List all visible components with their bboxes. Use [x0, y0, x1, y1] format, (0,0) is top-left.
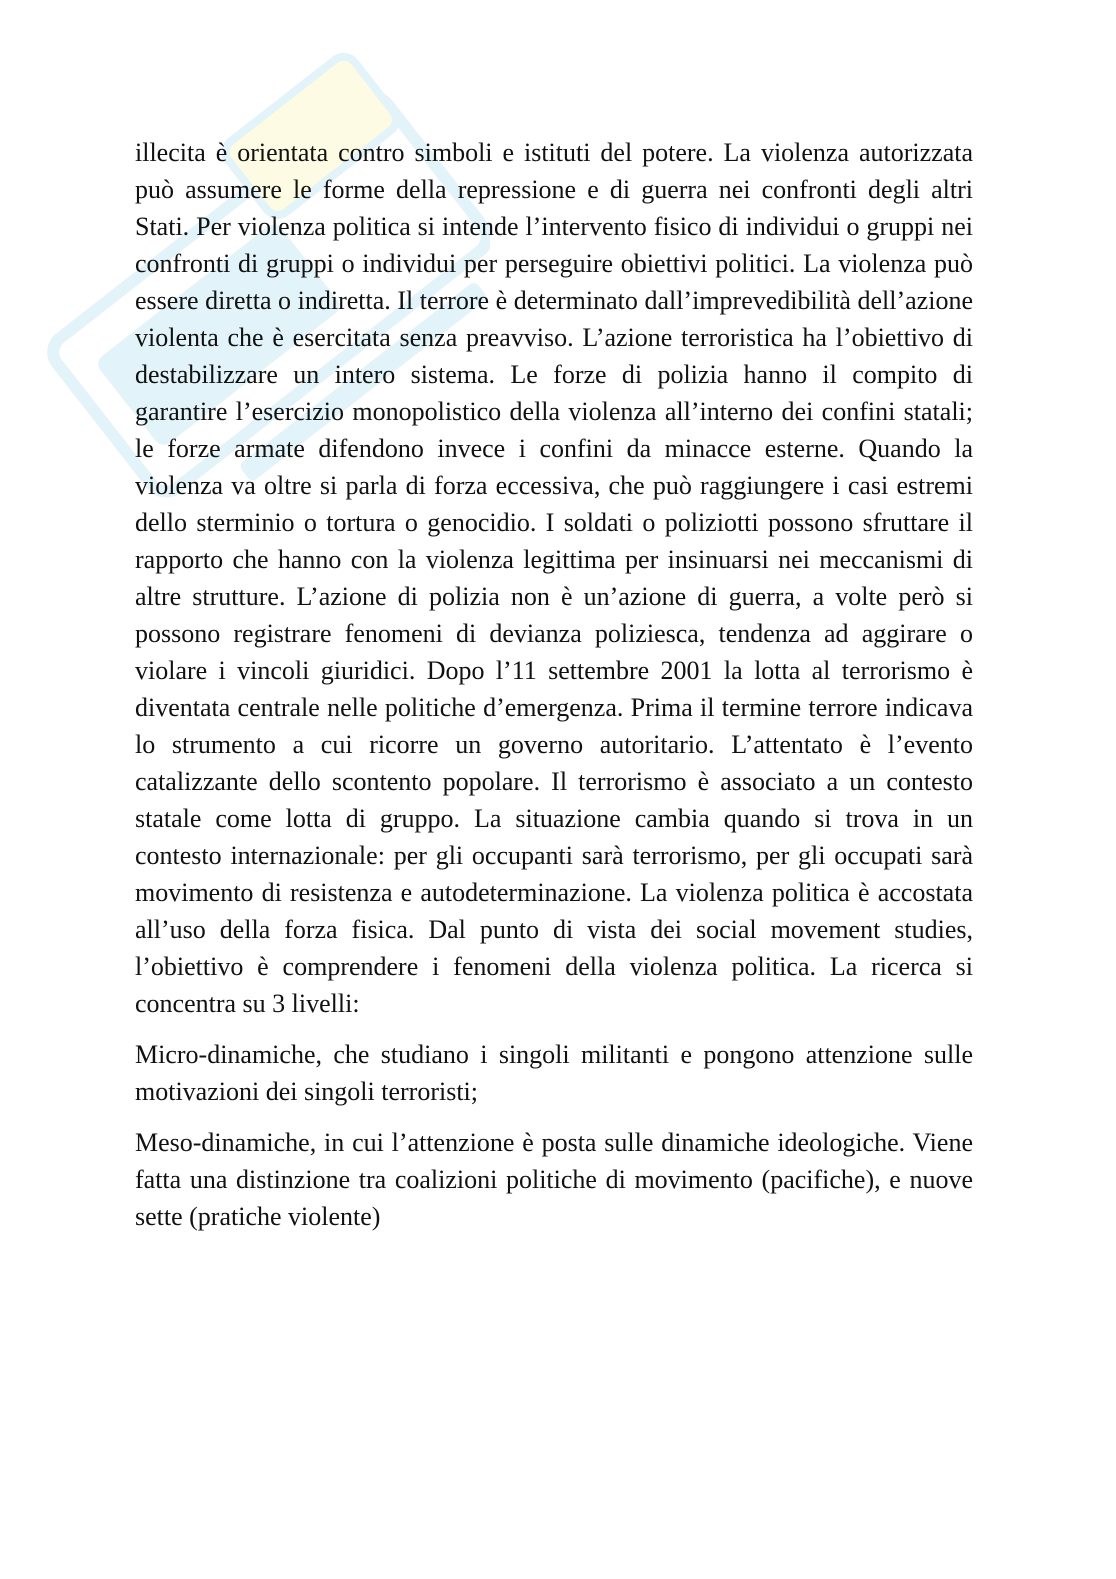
paragraph-micro-dynamics: Micro-dinamiche, che studiano i singoli militanti e pongono attenzione sulle motivazioni dei singoli terroristi;	[135, 1040, 973, 1106]
paragraph-main: illecita è orientata contro simboli e istituti del potere. La violenza autorizzata può assumere le forme della repressione e di guerra nei confronti degli altri Stati. Per violenza politica si intende l’intervento fisico di individui o gruppi nei confronti di gruppi o individui per perseguire obiettivi politici. La violenza può essere diretta o indiretta. Il terrore è determinato dall’imprevedibilità dell’azione violenta che è esercitata senza preavviso. L’azione terroristica ha l’obiettivo di destabilizzare un intero sistema. Le forze di polizia hanno il compito di garantire l’esercizio monopolistico della violenza all’interno dei confini statali; le forze armate difendono invece i confini da minacce esterne. Quando la violenza va oltre si parla di forza eccessiva, che può raggiungere i casi estremi dello sterminio o tortura o genocidio. I soldati o poliziotti possono sfruttare il rapporto che hanno con la violenza legittima per insinuarsi nei meccanismi di altre strutture. L’azione di polizia non è un’azione di guerra, a volte però si possono registrare fenomeni di devianza poliziesca, tendenza ad aggirare o violare i vincoli giuridici. Dopo l’11 settembre 2001 la lotta al terrorismo è diventata centrale nelle politiche d’emergenza. Prima il termine terrore indicava lo strumento a cui ricorre un governo autoritario. L’attentato è l’evento catalizzante dello scontento popolare. Il terrorismo è associato a un contesto statale come lotta di gruppo. La situazione cambia quando si trova in un contesto internazionale: per gli occupanti sarà terrorismo, per gli occupati sarà movimento di resistenza e autodeterminazione. La violenza politica è accostata all’uso della forza fisica. Dal punto di vista dei social movement studies, l’obiettivo è comprendere i fenomeni della violenza politica. La ricerca si concentra su 3 livelli:	[135, 138, 973, 1018]
paragraph-meso-dynamics: Meso-dinamiche, in cui l’attenzione è posta sulle dinamiche ideologiche. Viene fatta una distinzione tra coalizioni politiche di movimento (pacifiche), e nuove sette (pratiche violente)	[135, 1128, 973, 1231]
document-body	[135, 134, 973, 1249]
